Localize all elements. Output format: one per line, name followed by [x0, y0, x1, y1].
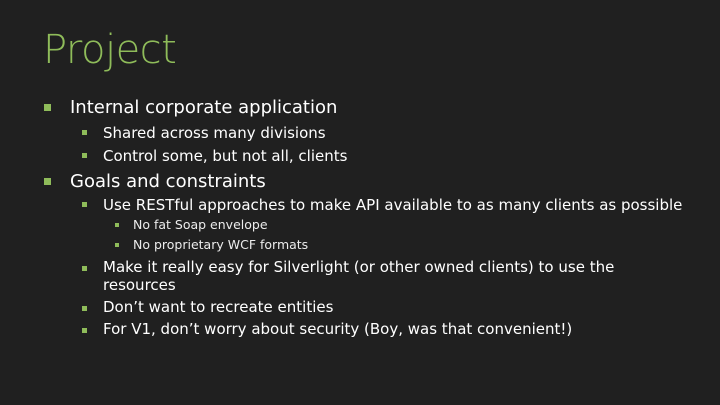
bullet-item-level3: No fat Soap envelope [133, 217, 268, 232]
slide-title: Project [43, 27, 177, 73]
bullet-icon [82, 306, 87, 311]
bullet-icon [44, 178, 51, 185]
bullet-item-level2-continuation: resources [103, 276, 176, 294]
bullet-icon [82, 202, 87, 207]
bullet-item-level2: Control some, but not all, clients [103, 147, 348, 165]
bullet-icon [82, 266, 87, 271]
bullet-item-level1: Goals and constraints [70, 171, 266, 192]
bullet-icon [82, 328, 87, 333]
bullet-item-level3: No proprietary WCF formats [133, 237, 309, 252]
bullet-icon [44, 104, 51, 111]
bullet-item-level2: Use RESTful approaches to make API available to as many clients as possible [103, 196, 683, 214]
bullet-item-level2: Make it really easy for Silverlight (or other owned clients) to use the [103, 258, 615, 276]
bullet-icon [115, 223, 119, 227]
bullet-icon [115, 243, 119, 247]
bullet-item-level2: For V1, don’t worry about security (Boy, was that convenient!) [103, 320, 573, 338]
bullet-item-level2: Don’t want to recreate entities [103, 298, 334, 316]
bullet-item-level1: Internal corporate application [70, 97, 338, 118]
bullet-icon [82, 130, 87, 135]
bullet-item-level2: Shared across many divisions [103, 124, 326, 142]
bullet-icon [82, 153, 87, 158]
